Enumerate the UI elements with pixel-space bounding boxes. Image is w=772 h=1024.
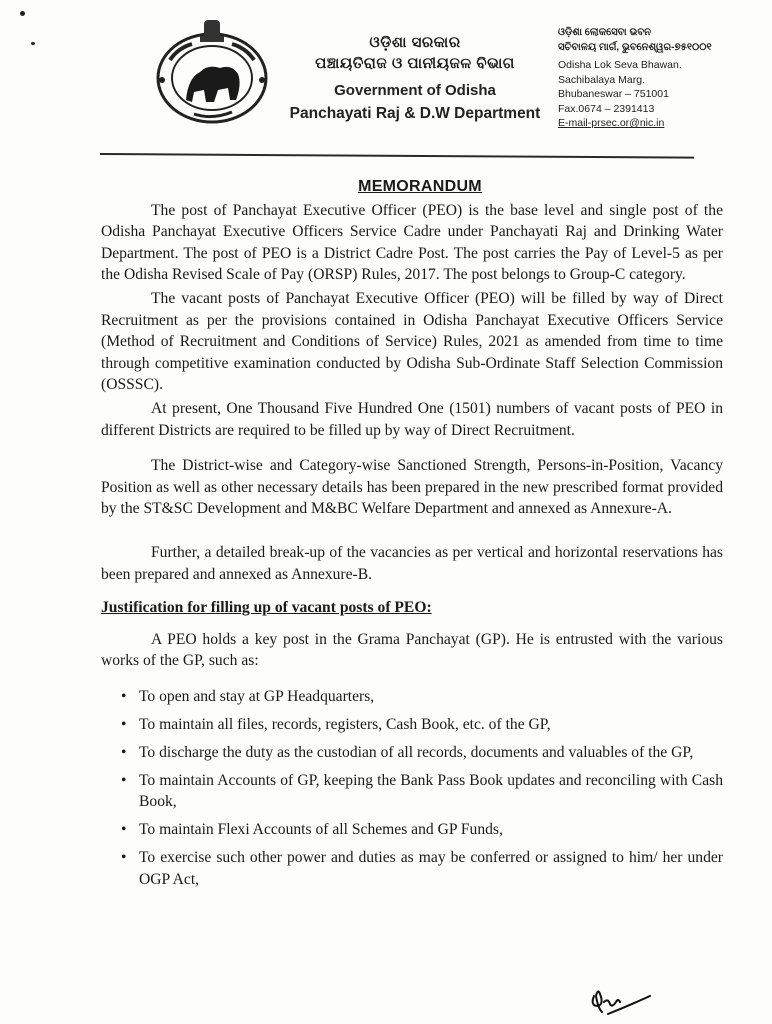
bullet-icon: •	[121, 771, 127, 789]
department-title: Panchayati Raj & D.W Department	[289, 105, 541, 122]
paragraph-vacancy-count: At present, One Thousand Five Hundred One (1501) numbers of vacant posts of PEO in different Districts are required to be filled up by way of Direct Recruitment.	[101, 399, 723, 439]
bullet-icon: •	[121, 715, 127, 733]
justification-intro: A PEO holds a key post in the Grama Panchayat (GP). He is entrusted with the various works of the GP, such as:	[101, 630, 723, 670]
paragraph-annexure-b: Further, a detailed break-up of the vacancies as per vertical and horizontal reservations has been prepared and annexed as Annexure-B.	[101, 543, 723, 583]
paragraph-recruitment-method: The vacant posts of Panchayat Executive Officer (PEO) will be filled by way of Direct Recruitment as per the provisions contained in Odisha Panchayat Executive Officers Service (Method of Recruitment and Conditions of Service) Rules, 2021 as amended from time to time through competitive examination conducted by Odisha Sub-Ordinate Staff Selection Commission (OSSSC).	[101, 289, 723, 394]
government-title: Government of Odisha	[334, 82, 496, 99]
memorandum-title: MEMORANDUM	[358, 178, 482, 195]
letterhead-titles	[270, 20, 560, 123]
odisha-emblem-icon	[148, 18, 276, 128]
list-item: • To open and stay at GP Headquarters,	[119, 686, 723, 708]
memorandum-body	[101, 176, 723, 897]
paragraph-annexure-a: The District-wise and Category-wise Sanctioned Strength, Persons-in-Position, Vacancy Position as well as other necessary details has been prepared in the new prescribed format provided by the ST&SC Development and M&BC Welfare Department and annexed as Annexure-A.	[101, 457, 723, 518]
bullet-icon: •	[121, 821, 127, 839]
duties-list	[119, 686, 723, 891]
list-item: • To maintain Flexi Accounts of all Schemes and GP Funds,	[119, 819, 723, 841]
address-line: Odisha Lok Seva Bhawan.	[558, 59, 682, 71]
fax-number: Fax.0674 – 2391413	[558, 102, 655, 115]
paragraph-post-description: The post of Panchayat Executive Officer (PEO) is the base level and single post of the Odisha Panchayat Executive Officers Service Cadre under Panchayati Raj and Drinking Water Department. The post of PEO is a District Cadre Post. The post carries the Pay of Level-5 as per the Odisha Revised Scale of Pay (ORSP) Rules, 2017. The post belongs to Group-C category.	[101, 201, 723, 284]
signature-initials	[588, 986, 658, 1016]
list-item: • To exercise such other power and duties as may be conferred or assigned to him/ her under OGP Act,	[121, 849, 723, 888]
office-address	[558, 26, 758, 131]
address-odia-line-2: ସଚିବାଳୟ ମାର୍ଗ, ଭୁବନେଶ୍ୱର-୭୫୧୦୦୧	[558, 41, 712, 53]
email-address: E-mail-prsec.or@nic.in	[558, 117, 665, 129]
letterhead	[0, 0, 772, 160]
list-item: • To maintain Accounts of GP, keeping the Bank Pass Book updates and reconciling with Cash Book,	[121, 771, 723, 811]
address-odia-line-1: ଓଡ଼ିଶା ଲୋକସେବା ଭବନ	[558, 27, 652, 38]
odia-department-title: ପଞ୍ଚାୟତିରାଜ ଓ ପାନୀୟଜଳ ବିଭାଗ	[315, 55, 515, 72]
address-line: Sachibalaya Marg.	[558, 73, 645, 86]
bullet-icon: •	[121, 743, 127, 761]
bullet-icon: •	[121, 849, 127, 867]
justification-heading: Justification for filling up of vacant posts of PEO:	[101, 599, 432, 617]
bullet-icon: •	[121, 687, 127, 705]
address-line: Bhubaneswar – 751001	[558, 88, 669, 100]
list-item: • To discharge the duty as the custodian of all records, documents and valuables of the GP,	[119, 742, 723, 764]
odia-government-title: ଓଡ଼ିଶା ସରକାର	[369, 34, 461, 51]
list-item: • To maintain all files, records, registers, Cash Book, etc. of the GP,	[119, 714, 723, 736]
